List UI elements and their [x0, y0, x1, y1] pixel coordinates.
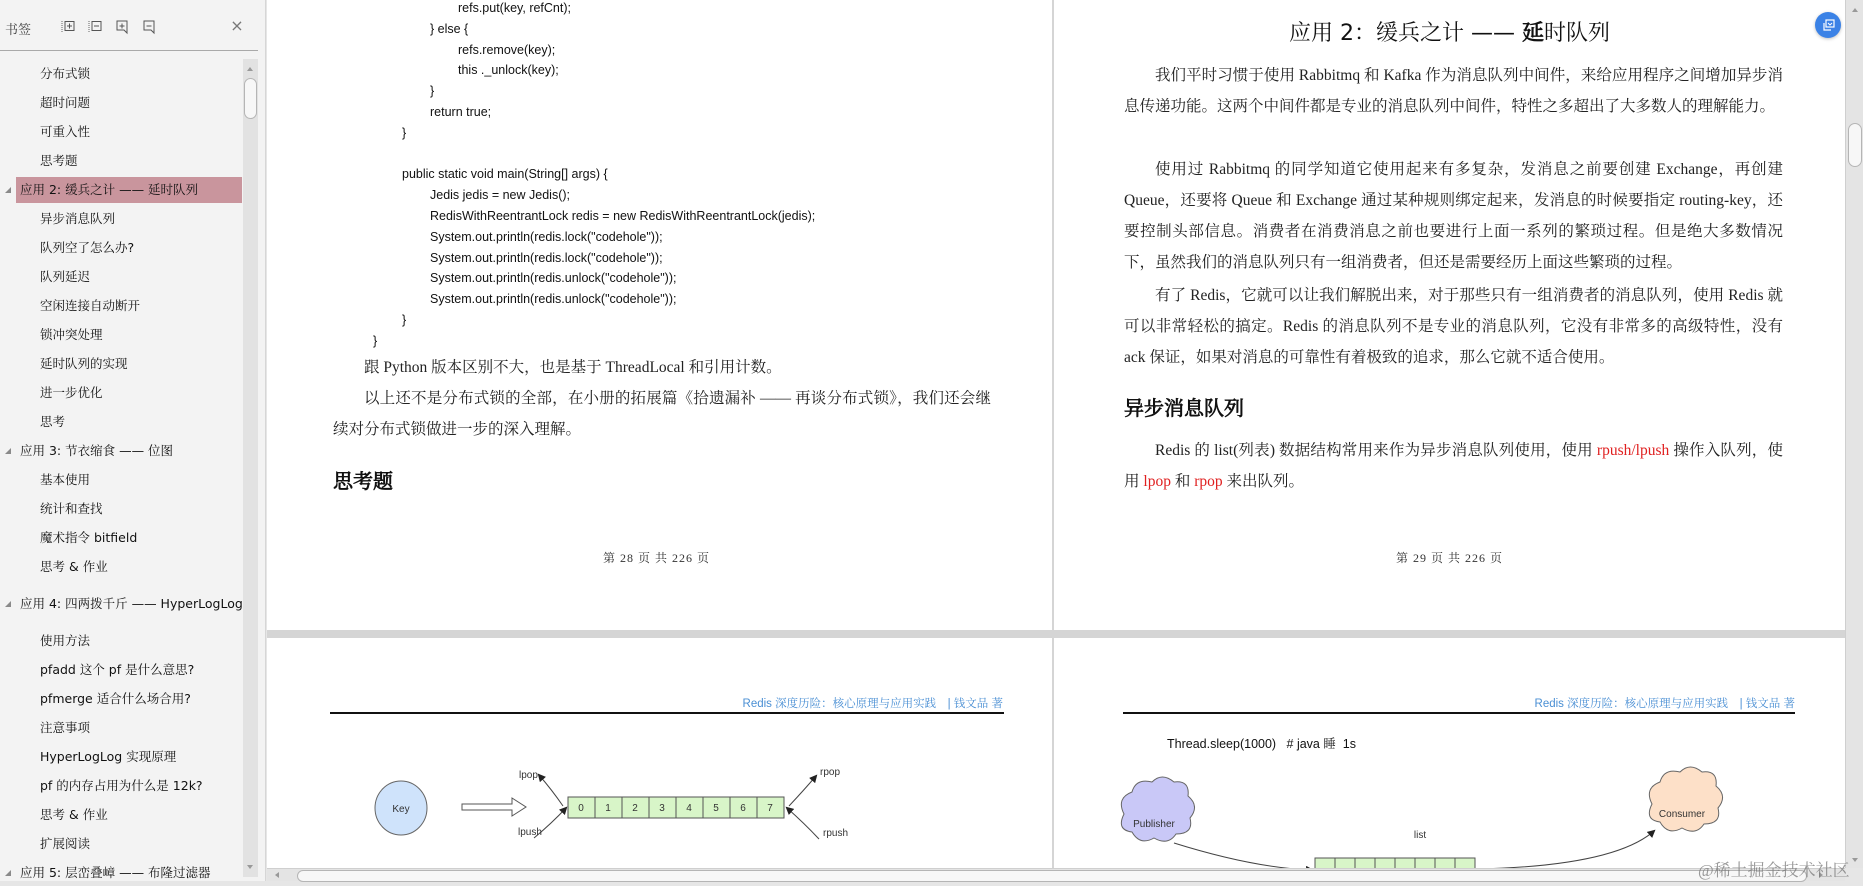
- page-number: 第 28 页 共 226 页: [603, 551, 711, 565]
- paragraph: 跟 Python 版本区别不大，也是基于 ThreadLocal 和引用计数。: [364, 359, 782, 376]
- bookmark-item[interactable]: [0, 90, 243, 116]
- code-line: Thread.sleep(1000) # java 睡 1s: [1167, 737, 1356, 751]
- document-vertical-scrollbar[interactable]: [1845, 0, 1863, 868]
- bookmark-label: 使用方法: [40, 633, 91, 648]
- code-line: }: [402, 313, 407, 327]
- bookmark-item[interactable]: [0, 409, 243, 435]
- bookmark-item[interactable]: [0, 148, 243, 174]
- expand-all-icon[interactable]: [61, 20, 75, 34]
- bookmark-item[interactable]: [0, 591, 243, 617]
- expanded-triangle-icon[interactable]: [5, 601, 11, 607]
- chapter-title-suffix: 时队列: [1543, 21, 1610, 46]
- bookmark-label: 应用 3: 节衣缩食 —— 位图: [20, 443, 174, 458]
- bookmark-item[interactable]: [0, 831, 243, 857]
- svg-text:Publisher: Publisher: [1133, 819, 1175, 830]
- bookmark-item[interactable]: [0, 628, 243, 654]
- svg-text:4: 4: [686, 803, 692, 814]
- code-line: System.out.println(redis.lock("codehole"));: [430, 251, 663, 265]
- bookmark-label: 统计和查找: [40, 501, 103, 516]
- bookmark-label: 应用 5: 层峦叠嶂 —— 布隆过滤器: [20, 865, 211, 880]
- paragraph: 使用过 Rabbitmq 的同学知道它使用起来有多复杂，发消息之前要创建 Exchange，再创建 Queue，还要将 Queue 和 Exchange 通过某种规则绑定起来，发消息的时候要指定 routing-key，还要控制头部信息。消费者在消费消息之前也要进行上面一系列的繁琐过程。但是绝大多数情况下，虽然我们的消息队列只有一组消费者，但还是需要经历上面这些繁琐的过程。: [1124, 161, 1783, 271]
- code-line: } else {: [430, 22, 469, 36]
- pubsub-diagram: [1054, 638, 1845, 878]
- code-line: }: [373, 334, 378, 348]
- chapter-title: [1054, 16, 1845, 47]
- bookmark-item[interactable]: [0, 206, 243, 232]
- bookmark-item[interactable]: [0, 554, 243, 580]
- svg-text:5: 5: [713, 803, 719, 814]
- bookmark-item[interactable]: [0, 802, 243, 828]
- section-heading: 思考题: [333, 469, 393, 493]
- collapse-all-icon[interactable]: [88, 20, 102, 34]
- running-head: Redis 深度历险：核心原理与应用实践 | 钱文品 著: [1534, 698, 1795, 710]
- bookmark-label: 魔术指令 bitfield: [40, 530, 138, 545]
- watermark: @稀土掘金技术社区: [1698, 861, 1850, 880]
- bookmark-label: 思考题: [40, 153, 78, 168]
- bookmark-label: 思考: [40, 414, 66, 429]
- expanded-triangle-icon[interactable]: [5, 448, 11, 454]
- code-line: RedisWithReentrantLock redis = new RedisWithReentrantLock(jedis);: [430, 209, 816, 223]
- list-diagram: [267, 638, 1052, 878]
- bookmark-item[interactable]: [0, 351, 243, 377]
- paragraph: 有了 Redis，它就可以让我们解脱出来，对于那些只有一组消费者的消息队列，使用 Redis 就可以非常轻松的搞定。Redis 的消息队列不是专业的消息队列，它没有非常多的高级特性，没有 ack 保证，如果对消息的可靠性有着极致的追求，那么它就不适合使用。: [1124, 287, 1783, 366]
- svg-text:rpop: rpop: [820, 767, 841, 778]
- running-head: Redis 深度历险：核心原理与应用实践 | 钱文品 著: [742, 698, 1003, 710]
- svg-text:lpop: lpop: [519, 770, 538, 781]
- paragraph: 我们平时习惯于使用 Rabbitmq 和 Kafka 作为消息队列中间件，来给应用程序之间增加异步消息传递功能。这两个中间件都是专业的消息队列中间件，特性之多超出了大多数人的理解能力。: [1124, 67, 1783, 115]
- bookmark-scrollbar[interactable]: [243, 59, 258, 877]
- code-line: public static void main(String[] args) {: [402, 167, 608, 181]
- bookmark-label: 空闲连接自动断开: [40, 298, 141, 313]
- bookmark-label: 队列空了怎么办?: [40, 240, 135, 255]
- bookmark-item[interactable]: [0, 525, 243, 551]
- scrollbar-thumb[interactable]: [1848, 123, 1862, 167]
- list-cells: [568, 797, 784, 818]
- svg-text:7: 7: [767, 803, 773, 814]
- svg-text:6: 6: [740, 803, 746, 814]
- scroll-up-icon[interactable]: [247, 67, 253, 71]
- code-line: System.out.println(redis.unlock("codehole"));: [430, 292, 677, 306]
- text-run: 和: [1170, 473, 1195, 490]
- close-icon[interactable]: ×: [230, 16, 244, 35]
- code-line: this ._unlock(key);: [458, 63, 559, 77]
- section-heading: 异步消息队列: [1124, 396, 1244, 420]
- bookmark-item[interactable]: [0, 657, 243, 683]
- page-number: 第 29 页 共 226 页: [1396, 551, 1504, 565]
- bookmark-item[interactable]: [0, 293, 243, 319]
- svg-text:Consumer: Consumer: [1658, 809, 1706, 820]
- bookmark-item[interactable]: [0, 61, 243, 87]
- svg-text:2: 2: [632, 803, 638, 814]
- bookmark-label: 思考 & 作业: [40, 559, 108, 574]
- expanded-triangle-icon[interactable]: [5, 187, 11, 193]
- bookmark-item[interactable]: [0, 119, 243, 145]
- bookmark-label: 延时队列的实现: [40, 356, 128, 371]
- code-term: rpop: [1194, 473, 1223, 490]
- bookmark-item[interactable]: [0, 380, 243, 406]
- code-line: System.out.println(redis.lock("codehole"));: [430, 230, 663, 244]
- page-31: [1054, 638, 1845, 878]
- bookmark-label: 扩展阅读: [40, 836, 91, 851]
- bookmark-item[interactable]: [0, 715, 243, 741]
- bookmark-panel-title: 书签: [5, 23, 32, 38]
- code-line: System.out.println(redis.unlock("codehole"));: [430, 271, 677, 285]
- bookmark-label: 应用 2: 缓兵之计 —— 延时队列: [20, 182, 199, 197]
- scrollbar-thumb[interactable]: [244, 78, 257, 119]
- bookmark-label: HyperLogLog 实现原理: [40, 749, 177, 764]
- code-line: refs.put(key, refCnt);: [458, 1, 571, 15]
- code-line: }: [430, 84, 435, 98]
- scrollbar-thumb[interactable]: [297, 870, 1807, 882]
- code-line: }: [402, 126, 407, 140]
- add-bookmark-icon[interactable]: [115, 20, 129, 34]
- bookmark-item[interactable]: [0, 773, 243, 799]
- chapter-title-bold: 延: [1521, 21, 1544, 46]
- bookmark-label: pfmerge 适合什么场合用?: [40, 691, 191, 706]
- bookmark-item[interactable]: [0, 264, 243, 290]
- bookmark-item[interactable]: [0, 686, 243, 712]
- scroll-down-icon[interactable]: [1852, 858, 1858, 862]
- bookmark-item[interactable]: [0, 860, 243, 886]
- bookmark-label: 锁冲突处理: [40, 327, 103, 342]
- paragraph: 以上还不是分布式锁的全部，在小册的拓展篇《拾遗漏补 —— 再谈分布式锁》，我们还会继续对分布式锁做进一步的深入理解。: [333, 390, 991, 438]
- bookmark-panel-header: [0, 0, 258, 51]
- bookmark-label: 基本使用: [40, 472, 91, 487]
- bookmark-label: 注意事项: [40, 720, 91, 735]
- bookmark-label: 超时问题: [40, 95, 91, 110]
- svg-text:rpush: rpush: [823, 828, 849, 839]
- svg-text:list: list: [1413, 830, 1427, 841]
- bookmark-label: pf 的内存占用为什么是 12k?: [40, 778, 203, 793]
- paragraph: [1124, 435, 1783, 497]
- svg-text:1: 1: [605, 803, 611, 814]
- key-label: Key: [392, 804, 410, 815]
- page-29: [1054, 0, 1845, 630]
- bookmark-panel: [0, 0, 266, 881]
- bookmark-item[interactable]: [0, 322, 243, 348]
- delete-bookmark-icon[interactable]: [142, 20, 156, 34]
- message-queue-figure: [1054, 638, 1845, 878]
- switch-view-icon: [1821, 18, 1835, 32]
- bookmark-label: 异步消息队列: [40, 211, 116, 226]
- code-line: return true;: [430, 105, 492, 119]
- code-term: lpop: [1143, 473, 1171, 490]
- bookmark-label: 分布式锁: [40, 66, 91, 81]
- text-run: 操作入队列，使用: [1124, 442, 1783, 490]
- bookmark-item[interactable]: [0, 496, 243, 522]
- scroll-up-icon[interactable]: [1852, 8, 1858, 12]
- bookmark-label: 应用 4: 四两拨千斤 —— HyperLogLog: [20, 596, 243, 611]
- list-structure-figure: [267, 638, 1052, 878]
- bookmark-item-selected[interactable]: [16, 177, 242, 203]
- bookmark-item[interactable]: [0, 467, 243, 493]
- page-28: [267, 0, 1052, 630]
- chapter-title-prefix: 应用 2：缓兵之计 ——: [1288, 21, 1522, 46]
- scroll-down-icon[interactable]: [247, 865, 253, 869]
- text-run: Redis 的 list(列表) 数据结构常用来作为异步消息队列使用，使用: [1155, 442, 1597, 459]
- bookmark-label: 队列延迟: [40, 269, 91, 284]
- bookmark-item[interactable]: [0, 235, 243, 261]
- code-line: refs.remove(key);: [458, 43, 556, 57]
- switch-view-button[interactable]: [1815, 12, 1841, 38]
- bookmark-label: 可重入性: [40, 124, 91, 139]
- svg-text:lpush: lpush: [518, 827, 542, 838]
- code-line: Jedis jedis = new Jedis();: [430, 188, 570, 202]
- bookmark-label: 思考 & 作业: [40, 807, 108, 822]
- document-horizontal-scrollbar[interactable]: [267, 868, 1845, 881]
- svg-text:0: 0: [578, 803, 584, 814]
- page-30: [267, 638, 1052, 878]
- svg-text:3: 3: [659, 803, 665, 814]
- bookmark-label: pfadd 这个 pf 是什么意思?: [40, 662, 195, 677]
- text-run: 来出队列。: [1222, 473, 1305, 490]
- bookmark-label: 进一步优化: [40, 385, 103, 400]
- bookmark-item[interactable]: [0, 744, 243, 770]
- bookmark-item[interactable]: [0, 438, 243, 464]
- expanded-triangle-icon[interactable]: [5, 870, 11, 876]
- bookmark-list: [0, 59, 243, 881]
- code-term: rpush/lpush: [1596, 442, 1670, 459]
- document-view[interactable]: [267, 0, 1845, 868]
- scroll-left-icon[interactable]: [275, 872, 279, 878]
